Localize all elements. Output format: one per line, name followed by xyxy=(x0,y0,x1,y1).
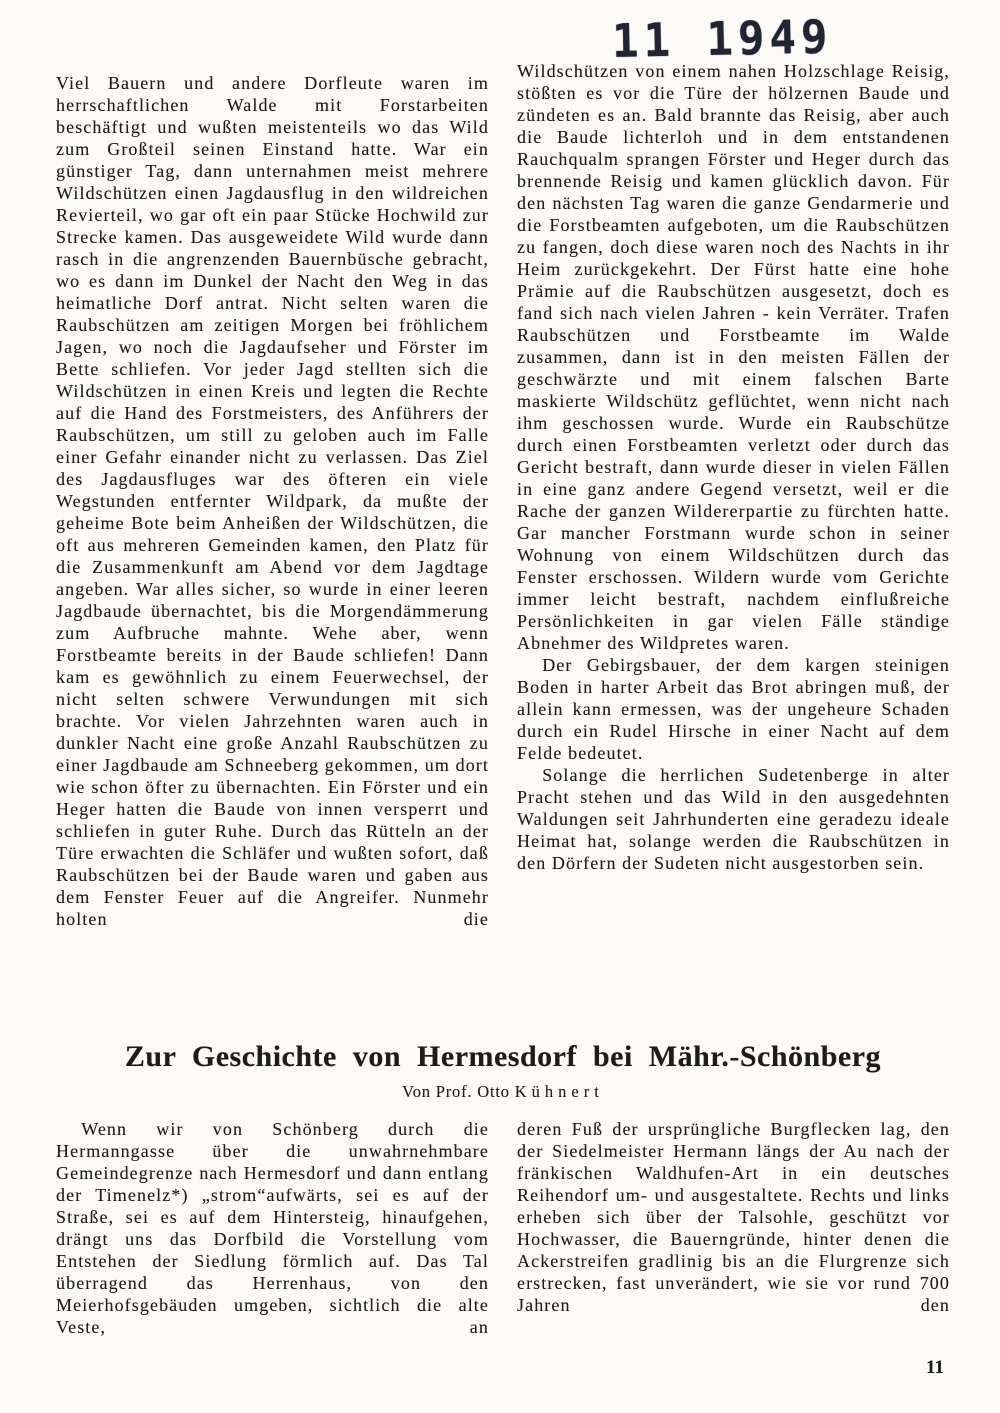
body-paragraph: Wenn wir von Schönberg durch die Hermanngasse über die unwahrnehmbare Gemeindegrenze nach Hermesdorf und dann entlang der Timenelz*) „strom“aufwärts, sei es auf der Straße, sei es auf dem Hintersteig, hinaufgehen, drängt uns das Dorfbild die Vorstellung vom Entstehen der Siedlung förmlich auf. Das Tal überragend das Herrenhaus, von den Meierhofsgebäuden umgeben, sichtlich die alte Veste, an xyxy=(56,1119,489,1337)
body-paragraph: deren Fuß der ursprüngliche Burgflecken lag, den der Siedelmeister Hermann längs der Au nach der fränkischen Waldhufen-Art in ein deutsches Reihendorf um- und ausgestaltete. Rechts und links erheben sich über der Talsohle, geschützt vor Hochwasser, die Bauerngründe, hinter denen die Ackerstreifen gradlinig bis an die Flurgrenze sich erstrecken, fast unverändert, wie sie vor rund 700 Jahren den xyxy=(517,1119,950,1315)
body-paragraph: Wildschützen von einem nahen Holzschlage Reisig, stößten es vor die Türe der hölzernen Baude und zündeten es an. Bald brannte das Reisig, aber auch die Baude lichterloh und in dem entstandenen Rauchqualm sprangen Förster und Heger durch das brennende Reisig und kamen glücklich davon. Für den nächsten Tag waren die ganze Gendarmerie und die Forstbeamten aufgeboten, um die Raubschützen zu fangen, doch diese waren noch des Nachts in ihr Heim zurückgekehrt. Der Fürst hatte eine hohe Prämie auf die Raubschützen ausgesetzt, doch es fand sich nach vielen Jahren - kein Verräter. Trafen Raubschützen und Forstbeamte im Walde zusammen, dann ist in den meisten Fällen der geschwärzte und mit einem falschen Barte maskierte Wildschütz geflüchtet, wenn nicht nach ihm geschossen wurde. Wurde ein Raubschütze durch einen Forstbeamten verletzt oder durch das Gericht bestraft, dann wurde dieser in vielen Fällen in eine ganz andere Gegend versetzt, weil er die Rache der ganzen Wildererpartie zu fürchten hatte. Gar mancher Forstmann wurde schon in seiner Wohnung von einem Wildschützen durch das Fenster erschossen. Wildern wurde vom Gerichte immer leicht bestraft, nachdem einflußreiche Persönlichkeiten in gar vielen Fälle ständige Abnehmer des Wildpretes waren. xyxy=(517,61,950,653)
byline-author-name: Kühnert xyxy=(514,1082,604,1101)
body-paragraph: Solange die herrlichen Sudetenberge in alter Pracht stehen und das Wild in den ausgedehnten Waldungen seit Jahrhunderten eine geradezu ideale Heimat hat, solange werden die Raubschützen in den Dörfern der Sudeten nicht ausgestorben sein. xyxy=(517,765,950,873)
byline-prefix: Von Prof. Otto xyxy=(402,1082,510,1101)
page-number: 11 xyxy=(926,1357,944,1378)
article2-left-column xyxy=(56,1118,489,1338)
body-paragraph: Der Gebirgsbauer, der dem kargen steinigen Boden in harter Arbeit das Brot abringen muß, der allein kann ermessen, was der ungeheure Schaden durch ein Rudel Hirsche in einer Nacht auf dem Felde bedeutet. xyxy=(517,655,950,763)
article2-title: Zur Geschichte von Hermesdorf bei Mähr.-Schönberg xyxy=(124,1040,882,1073)
date-stamp: 11 1949 xyxy=(611,10,833,69)
article-hermesdorf xyxy=(56,1118,950,1338)
article2-byline xyxy=(56,1082,950,1102)
article2-right-column xyxy=(517,1118,950,1338)
body-paragraph: Viel Bauern und andere Dorfleute waren im herrschaftlichen Walde mit Forstarbeiten beschäftigt und wußten meistenteils wo das Wild zum Großteil seinen Einstand hatte. War ein günstiger Tag, dann unternahmen meist mehrere Wildschützen einen Jagdausflug in den wildreichen Revierteil, wo gar oft ein paar Stücke Hochwild zur Strecke kamen. Das ausgeweidete Wild wurde dann rasch in die angrenzenden Bauernbüsche gebracht, wo es dann im Dunkel der Nacht den Weg in das heimatliche Dorf antrat. Nicht selten waren die Raubschützen am zeitigen Morgen bei fröhlichem Jagen, wo noch die Jagdaufseher und Förster im Bette schliefen. Vor jeder Jagd stellten sich die Wildschützen in einen Kreis und legten die Rechte auf die Hand des Forstmeisters, des Anführers der Raubschützen, um still zu geloben auch im Falle einer Gefahr einander nicht zu verlassen. Das Ziel des Jagdausfluges war des öfteren ein viele Wegstunden entfernter Wildpark, da mußte der geheime Bote beim Anheißen der Wildschützen, die oft aus mehreren Gemeinden kamen, den Platz für die Zusammenkunft am Abend vor dem Jagdtage angeben. War alles sicher, so wurde in einer leeren Jagdbaude übernachtet, bis die Morgendämmerung zum Aufbruche mahnte. Wehe aber, wenn Forstbeamte bereits in der Baude schliefen! Dann kam es gewöhnlich zu einem Feuerwechsel, der nicht selten schwere Verwundungen mit sich brachte. Vor vielen Jahrzehnten waren auch in dunkler Nacht eine große Anzahl Raubschützen zu einer Jagdbaude am Schneeberg gekommen, um dort wie schon öfter zu übernachten. Ein Förster und ein Heger hatten die Baude von innen versperrt und schliefen in guter Ruhe. Durch das Rütteln an der Türe erwachten die Schläfer und wußten sofort, daß Raubschützen bei der Baude waren und gaben aus dem Fenster Feuer auf die Angreifer. Nunmehr holten die xyxy=(56,73,489,929)
article1-left-column xyxy=(56,72,489,1024)
article-raubschuetzen xyxy=(56,61,950,1024)
article1-right-column xyxy=(517,60,950,1024)
